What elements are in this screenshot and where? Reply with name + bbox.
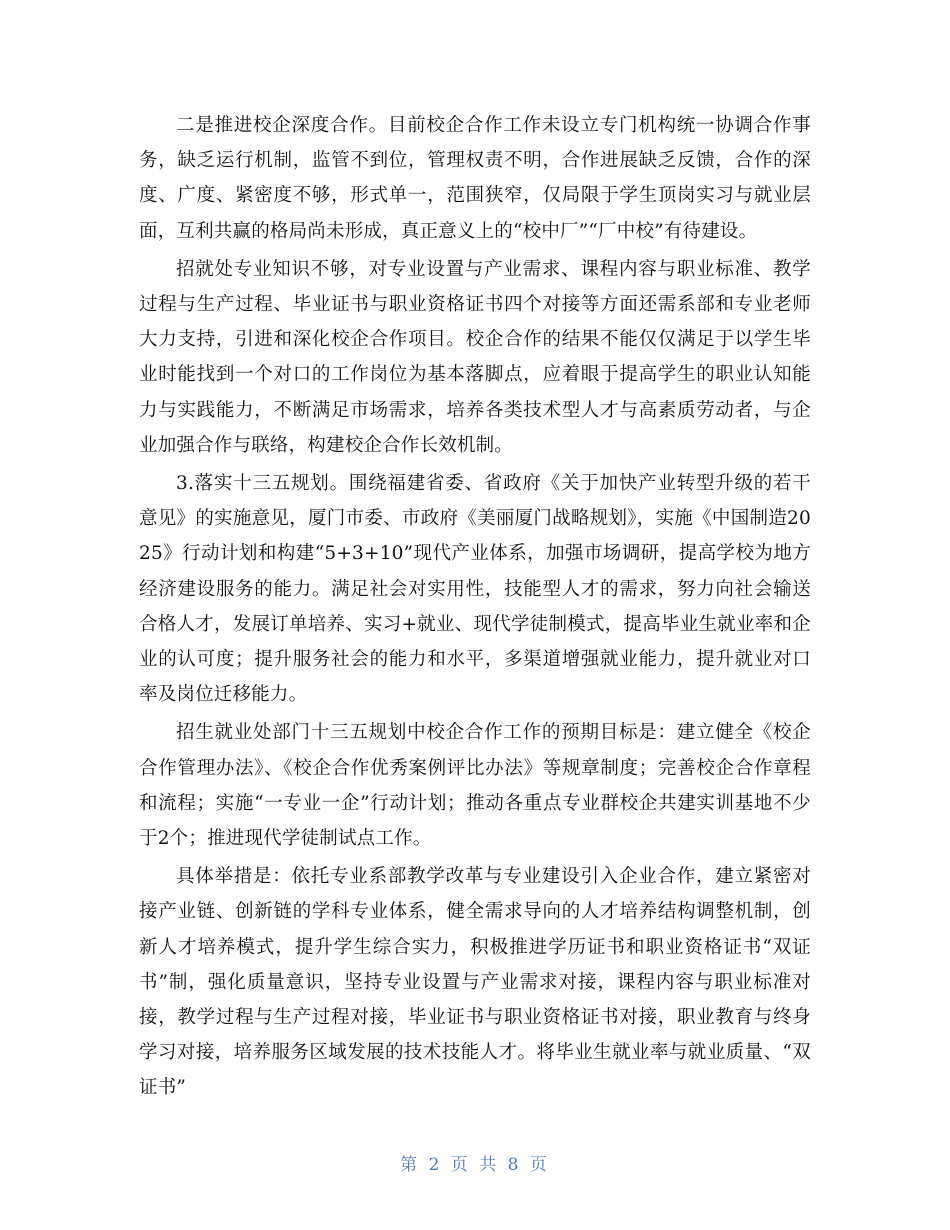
paragraph-1: 二是推进校企深度合作。目前校企合作工作未设立专门机构统一协调合作事务，缺乏运行机制，监管不到位，管理权责不明，合作进展缺乏反馈，合作的深度、广度、紧密度不够，形式单一，范围狭窄，仅局限于学生顶岗实习与就业层面，互利共赢的格局尚未形成，真正意义上的“校中厂”“厂中校”有待建设。 (139, 115, 811, 242)
paragraph-3: 3.落实十三五规划。围绕福建省委、省政府《关于加快产业转型升级的若干意见》的实施意见，厦门市委、市政府《美丽厦门战略规划》，实施《中国制造2025》行动计划和构建“5+3+10”现代产业体系，加强市场调研，提高学校为地方经济建设服务的能力。满足社会对实用性，技能型人才的需求，努力向社会输送合格人才，发展订单培养、实习+就业、现代学徒制模式，提高毕业生就业率和企业的认可度；提升服务社会的能力和水平，多渠道增强就业能力，提升就业对口率及岗位迁移能力。 (139, 473, 811, 706)
paragraph-2: 招就处专业知识不够，对专业设置与产业需求、课程内容与职业标准、教学过程与生产过程、毕业证书与职业资格证书四个对接等方面还需系部和专业老师大力支持，引进和深化校企合作项目。校企合作的结果不能仅仅满足于以学生毕业时能找到一个对口的工作岗位为基本落脚点，应着眼于提高学生的职业认知能力与实践能力，不断满足市场需求，培养各类技术型人才与高素质劳动者，与企业加强合作与联络，构建校企合作长效机制。 (139, 258, 811, 456)
paragraph-5: 具体举措是：依托专业系部教学改革与专业建设引入企业合作，建立紧密对接产业链、创新链的学科专业体系，健全需求导向的人才培养结构调整机制，创新人才培养模式，提升学生综合实力，积极推进学历证书和职业资格证书“双证书”制，强化质量意识，坚持专业设置与产业需求对接，课程内容与职业标准对接，教学过程与生产过程对接，毕业证书与职业资格证书对接，职业教育与终身学习对接，培养服务区域发展的技术技能人才。将毕业生就业率与就业质量、“双证书” (139, 866, 811, 1099)
page-number-footer: 第 2 页 共 8 页 (400, 1155, 550, 1175)
paragraph-4: 招生就业处部门十三五规划中校企合作工作的预期目标是：建立健全《校企合作管理办法》、《校企合作优秀案例评比办法》等规章制度；完善校企合作章程和流程；实施“一专业一企”行动计划；推动各重点专业群校企共建实训基地不少于2个；推进现代学徒制试点工作。 (139, 722, 811, 850)
document-body (139, 108, 811, 1109)
